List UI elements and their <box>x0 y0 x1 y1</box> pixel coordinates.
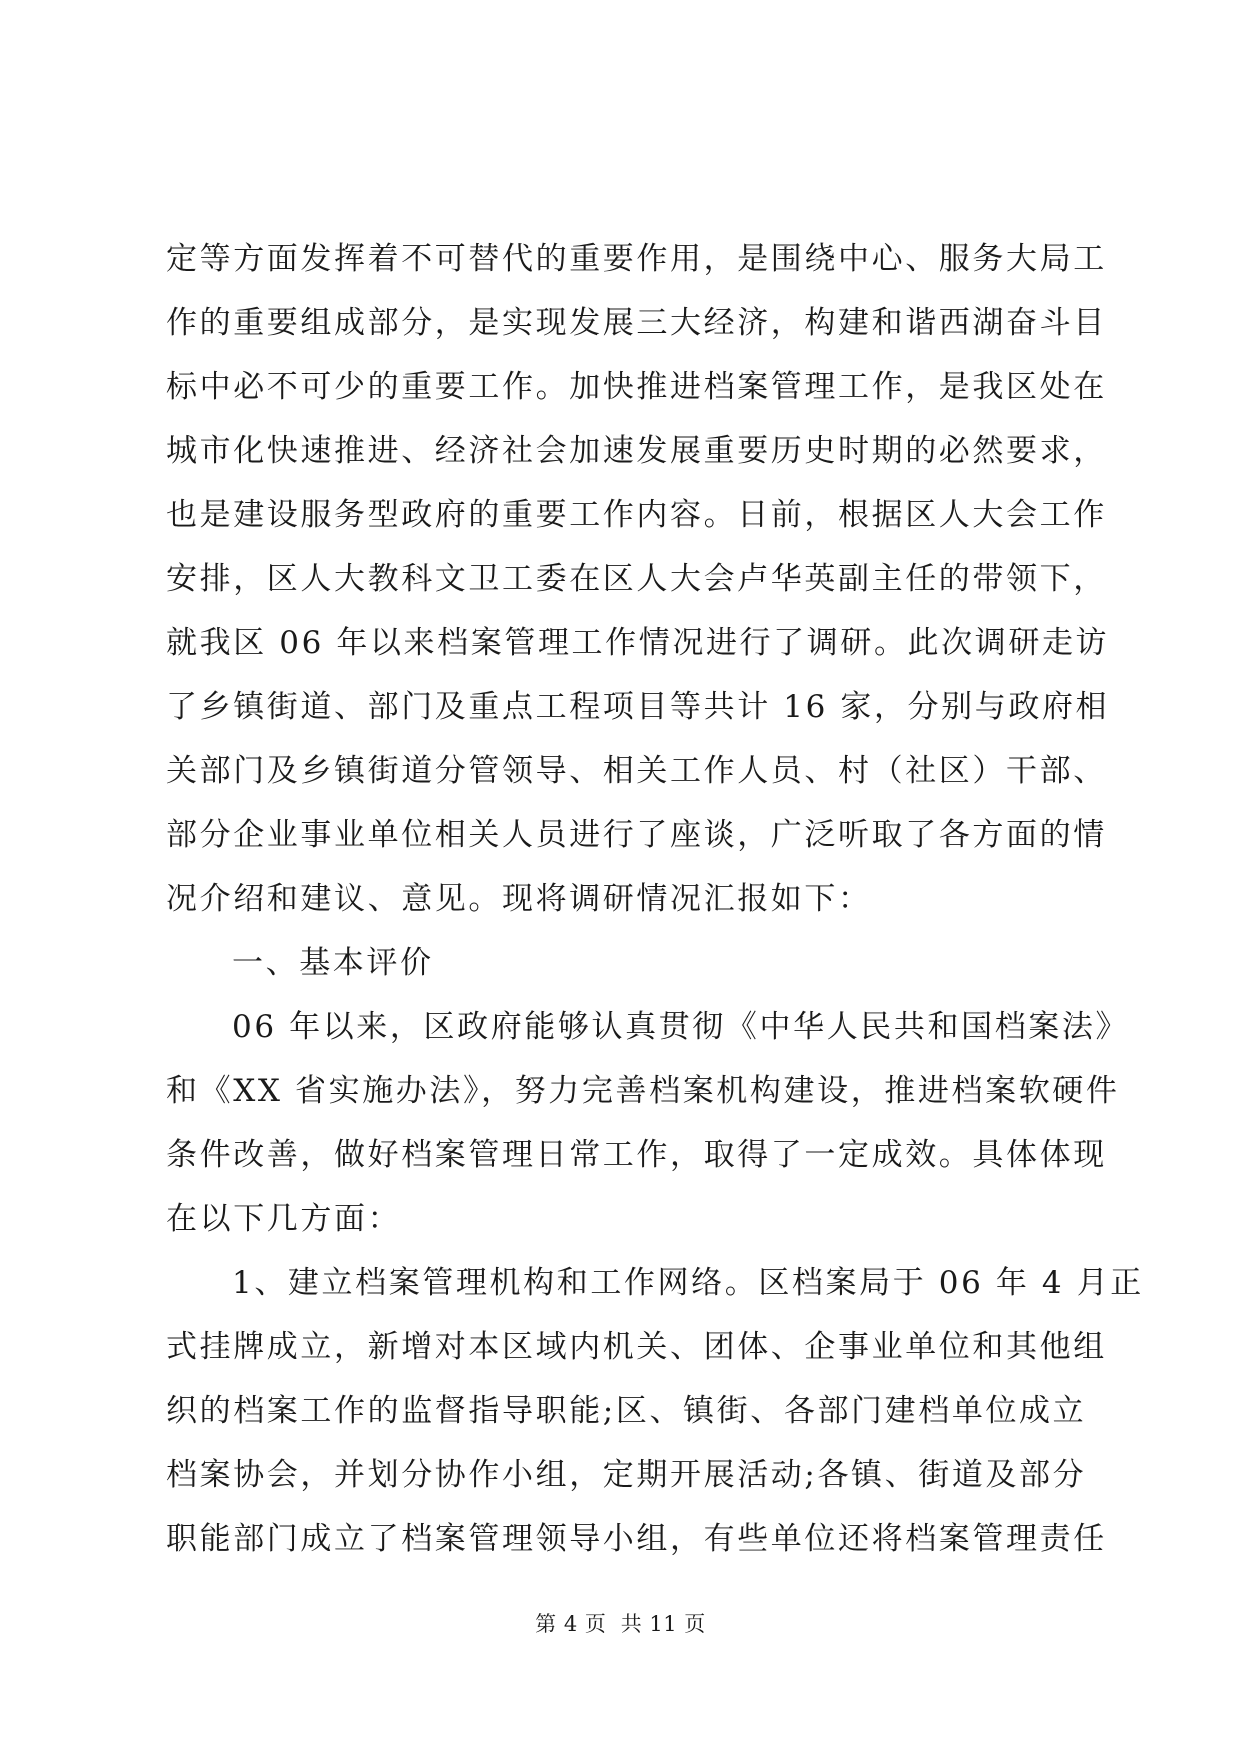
text-line: 了乡镇街道、部门及重点工程项目等共计 16 家，分别与政府相 <box>166 689 1110 725</box>
text-line: 况介绍和建议、意见。现将调研情况汇报如下： <box>166 881 872 917</box>
text-line: 安排，区人大教科文卫工委在区人大会卢华英副主任的带领下， <box>166 561 1107 597</box>
text-line: 1、建立档案管理机构和工作网络。区档案局于 06 年 4 月正 <box>232 1265 1144 1301</box>
text-line: 和《XX 省实施办法》，努力完善档案机构建设，推进档案软硬件 <box>166 1073 1120 1109</box>
section-heading: 一、基本评价 <box>232 945 434 981</box>
text-line: 关部门及乡镇街道分管领导、相关工作人员、村（社区）干部、 <box>166 753 1107 789</box>
text-line: 在以下几方面： <box>166 1201 402 1237</box>
text-line: 就我区 06 年以来档案管理工作情况进行了调研。此次调研走访 <box>166 625 1110 661</box>
text-line: 织的档案工作的监督指导职能;区、镇街、各部门建档单位成立 <box>166 1393 1087 1429</box>
text-line: 部分企业事业单位相关人员进行了座谈，广泛听取了各方面的情 <box>166 817 1107 853</box>
text-line: 作的重要组成部分，是实现发展三大经济，构建和谐西湖奋斗目 <box>166 305 1107 341</box>
text-line: 标中必不可少的重要工作。加快推进档案管理工作，是我区处在 <box>166 369 1107 405</box>
text-line: 也是建设服务型政府的重要工作内容。日前，根据区人大会工作 <box>166 497 1107 533</box>
page-number-footer: 第 4 页 共 11 页 <box>535 1612 706 1636</box>
text-line: 式挂牌成立，新增对本区域内机关、团体、企事业单位和其他组 <box>166 1329 1107 1365</box>
document-body <box>166 227 1144 1571</box>
text-line: 城市化快速推进、经济社会加速发展重要历史时期的必然要求， <box>166 433 1107 469</box>
text-line: 职能部门成立了档案管理领导小组，有些单位还将档案管理责任 <box>166 1521 1107 1557</box>
text-line: 条件改善，做好档案管理日常工作，取得了一定成效。具体体现 <box>166 1137 1107 1173</box>
text-line: 档案协会，并划分协作小组，定期开展活动;各镇、街道及部分 <box>166 1457 1087 1493</box>
text-line: 06 年以来，区政府能够认真贯彻《中华人民共和国档案法》 <box>232 1009 1130 1045</box>
text-line: 定等方面发挥着不可替代的重要作用，是围绕中心、服务大局工 <box>166 241 1107 277</box>
